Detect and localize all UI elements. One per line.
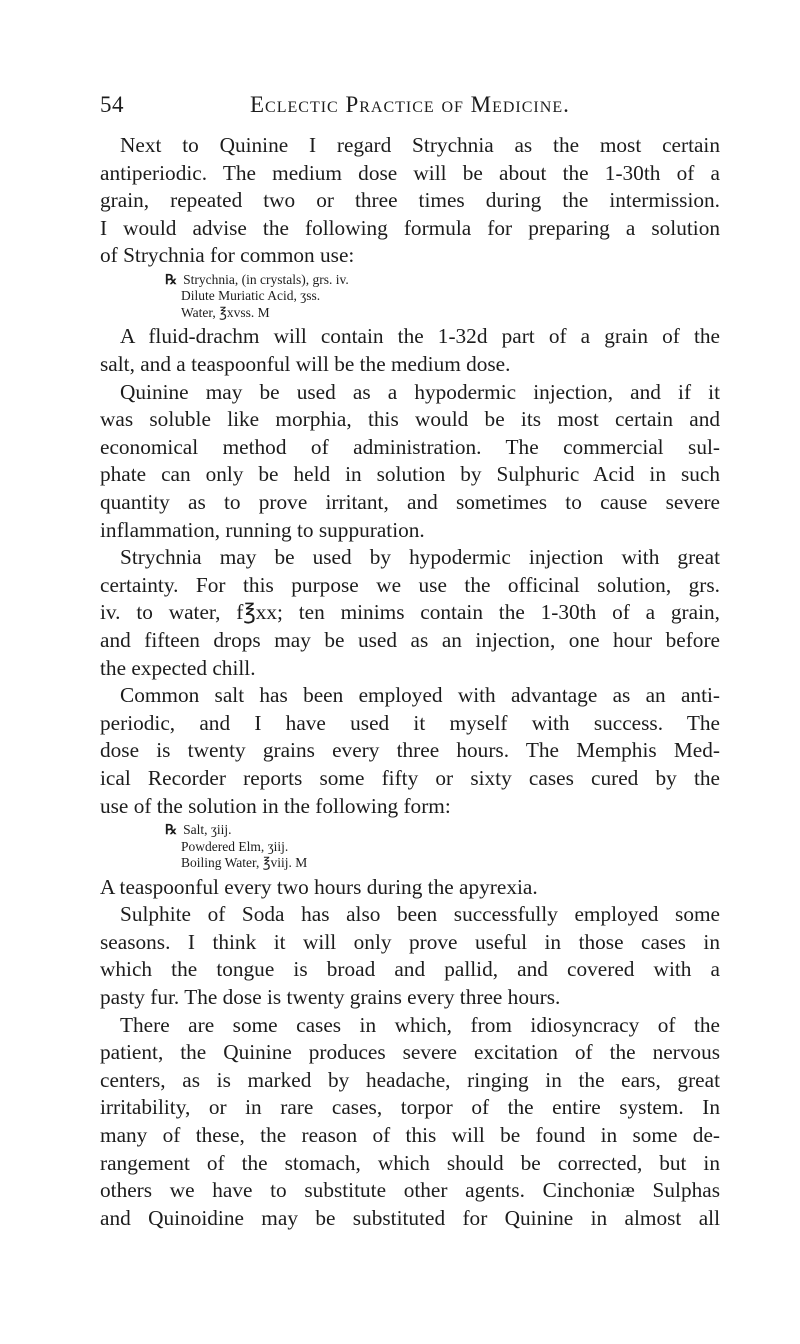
text-line: salt, and a teaspoonful will be the medium dose. [100,352,511,377]
text-line: of Strychnia for common use: [100,243,355,268]
text-line: There are some cases in which, from idiosyncracy of the [120,1012,720,1037]
text-line: economical method of administration. The commercial sul- [100,434,720,459]
paragraph-sulphite-soda [100,901,720,1011]
text-line: patient, the Quinine produces severe excitation of the nervous [100,1040,720,1065]
text-line: certainty. For this purpose we use the officinal solution, grs. [100,572,720,597]
text-line: and Quinoidine may be substituted for Quinine in almost all [100,1205,720,1230]
prescription-line: Boiling Water, ℥viij. M [181,855,308,871]
body-text [100,132,720,1232]
text-line: others we have to substitute other agents. Cinchoniæ Sulphas [100,1178,720,1203]
text-line: pasty fur. The dose is twenty grains every three hours. [100,985,561,1010]
text-line: dose is twenty grains every three hours. The Memphis Med- [100,738,720,763]
text-line: phate can only be held in solution by Sulphuric Acid in such [100,462,720,487]
prescription-line: Dilute Muriatic Acid, ʒss. [181,288,321,304]
text-line: periodic, and I have used it myself with success. The [100,710,720,735]
paragraph-quinine-hypodermic [100,379,720,545]
text-line: quantity as to prove irritant, and sometimes to cause severe [100,490,720,515]
paragraph-teaspoonful [100,874,720,902]
text-line: irritability, or in rare cases, torpor of the entire system. In [100,1095,720,1120]
text-line: Next to Quinine I regard Strychnia as the most certain [120,133,720,157]
text-line: A fluid-drachm will contain the 1-32d part of a grain of the [120,324,720,349]
text-line: the expected chill. [100,655,256,680]
text-line: seasons. I think it will only prove useful in those cases in [100,929,720,954]
recipe-symbol: ℞ [165,822,178,838]
book-title: Eclectic Practice of Medicine. [250,92,570,117]
text-line: Strychnia may be used by hypodermic injection with great [120,545,720,570]
text-line: Quinine may be used as a hypodermic injection, and if it [120,379,720,404]
text-line: which the tongue is broad and pallid, and covered with a [100,957,720,982]
paragraph-strychnia-hypodermic [100,544,720,682]
text-line: rangement of the stomach, which should be corrected, but in [100,1150,720,1175]
prescription-line: Salt, ʒiij. [183,822,232,838]
text-line: antiperiodic. The medium dose will be about the 1-30th of a [100,160,720,185]
prescription-strychnia [100,272,720,322]
text-line: I would advise the following formula for preparing a solution [100,215,720,240]
text-line: was soluble like morphia, this would be its most certain and [100,407,720,432]
prescription-salt [100,822,720,872]
text-line: Common salt has been employed with advantage as an anti- [120,683,720,708]
paragraph-fluid-drachm [100,323,720,378]
text-line: grain, repeated two or three times during the intermission. [100,188,720,213]
prescription-line: Water, ℥xvss. M [181,304,270,320]
page-number: 54 [100,92,124,117]
paragraph-strychnia-antiperiodic [100,132,720,270]
text-line: iv. to water, f℥xx; ten minims contain the 1-30th of a grain, [100,600,720,625]
running-head [100,92,720,122]
text-line: Sulphite of Soda has also been successfully employed some [120,902,720,927]
text-line: many of these, the reason of this will be found in some de- [100,1123,720,1147]
paragraph-common-salt [100,682,720,820]
prescription-line: Powdered Elm, ʒiij. [181,838,289,854]
text-line: centers, as is marked by headache, ringing in the ears, great [100,1067,720,1092]
text-line: inflammation, running to suppuration. [100,517,425,542]
recipe-symbol: ℞ [165,271,178,287]
text-line: ical Recorder reports some fifty or sixty cases cured by the [100,765,720,790]
paragraph-idiosyncracy [100,1012,720,1233]
text-line: use of the solution in the following form: [100,793,451,818]
text-line: A teaspoonful every two hours during the apyrexia. [100,874,538,899]
text-line: and fifteen drops may be used as an injection, one hour before [100,628,720,652]
prescription-line: Strychnia, (in crystals), grs. iv. [183,271,349,287]
